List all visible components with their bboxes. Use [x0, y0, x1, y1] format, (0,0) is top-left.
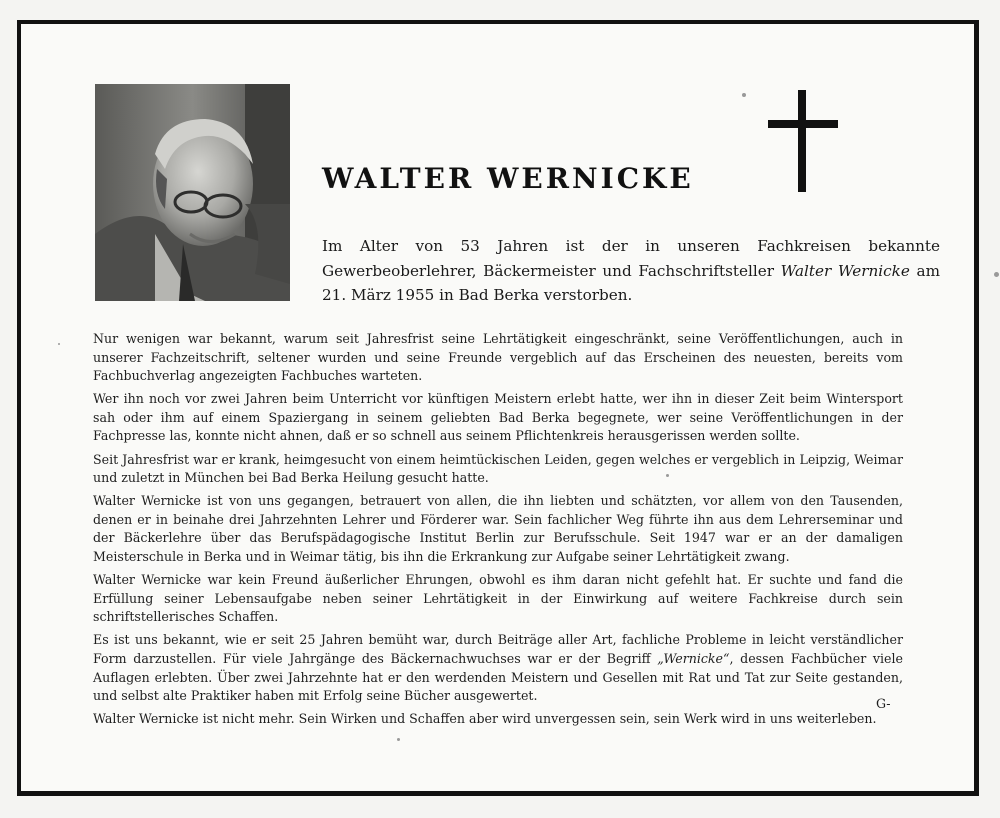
paper-speck — [666, 474, 669, 477]
intro-paragraph — [322, 234, 940, 308]
intro-name-italic: Walter Wernicke — [780, 261, 910, 280]
paragraph-6-italic: „Wernicke“ — [657, 651, 730, 666]
paragraph-2: Wer ihn noch vor zwei Jahren beim Unterricht vor künftigen Meistern erlebt hatte, wer ihn in dieser Zeit beim Wintersport sah oder ihm auf einem Spaziergang in seinem geliebten Bad Berka begegnete, wer seine Veröffentlichungen in der Fachpresse las, konnte nicht ahnen, daß er so schnell aus seinem Pflichtenkreis herausgerissen werden sollte. — [93, 391, 903, 444]
cross-icon — [768, 90, 838, 192]
closing-paragraph: Walter Wernicke ist nicht mehr. Sein Wirken und Schaffen aber wird unvergessen sein, sein Werk wird in uns weiterleben. — [93, 711, 877, 727]
author-signature: G- — [876, 696, 891, 711]
paragraph-6-start: Es ist uns bekannt, wie er seit 25 Jahren bemüht war, durch Beiträge aller Art, fachliche Probleme in leicht verständlicher Form darzustellen. Für viele Jahrgänge des Bäckernachwuchses war er der Begriff — [93, 632, 903, 666]
deceased-name-heading: WALTER WERNICKE — [322, 162, 694, 195]
portrait-photo — [95, 84, 290, 301]
paper-speck — [397, 738, 400, 741]
paper-speck — [994, 272, 999, 277]
intro-text-end: am 21. März 1955 in Bad Berka verstorben. — [322, 261, 940, 304]
paragraph-5: Walter Wernicke war kein Freund äußerlicher Ehrungen, obwohl es ihm daran nicht gefehlt hat. Er suchte und fand die Erfüllung seiner Lebensaufgabe neben seiner Lehrtätigkeit in der Einwirkung auf weitere Fachkreise durch sein schriftstellerisches Schaffen. — [93, 572, 903, 625]
paragraph-4: Walter Wernicke ist von uns gegangen, betrauert von allen, die ihn liebten und schätzten, vor allem von den Tausenden, denen er in beinahe drei Jahrzehnten Lehrer und Förderer war. Sein fachlicher Weg führte ihn aus dem Lehrerseminar und der Bäckerlehre über das Berufspädagogische Institut Berlin zur Berufsschule. Seit 1947 war er an der damaligen Meisterschule in Berka und in Weimar tätig, bis ihn die Erkrankung zur Aufgabe seiner Lehrtätigkeit zwang. — [93, 493, 903, 565]
paragraph-3: Seit Jahresfrist war er krank, heimgesucht von einem heimtückischen Leiden, gegen welches er vergeblich in Leipzig, Weimar und zuletzt in München bei Bad Berka Heilung gesucht hatte. — [93, 451, 903, 486]
paragraph-6-end: , dessen Fachbücher viele Auflagen erlebten. Über zwei Jahrzehnte hat er den werdenden Meistern und Gesellen mit Rat und Tat zur Seite gestanden, und selbst alte Praktiker haben mit Erfolg seine Bücher ausgewertet. — [93, 651, 903, 704]
intro-text-start: Im Alter von 53 Jahren ist der in unseren Fachkreisen bekannte Gewerbeoberlehrer, Bäckermeister und Fachschriftsteller — [322, 237, 940, 280]
paragraph-1: Nur wenigen war bekannt, warum seit Jahresfrist seine Lehrtätigkeit eingeschränkt, seine Veröffentlichungen, auch in unserer Fachzeitschrift, seltener wurden und seine Freunde vergeblich auf das Erscheinen des neuesten, bereits vom Fachbuchverlag angezeigten Fachbuches warteten. — [93, 331, 903, 384]
paper-speck — [58, 343, 60, 345]
obituary-body — [93, 330, 903, 733]
paper-speck — [742, 93, 746, 97]
paragraph-6 — [93, 631, 903, 705]
